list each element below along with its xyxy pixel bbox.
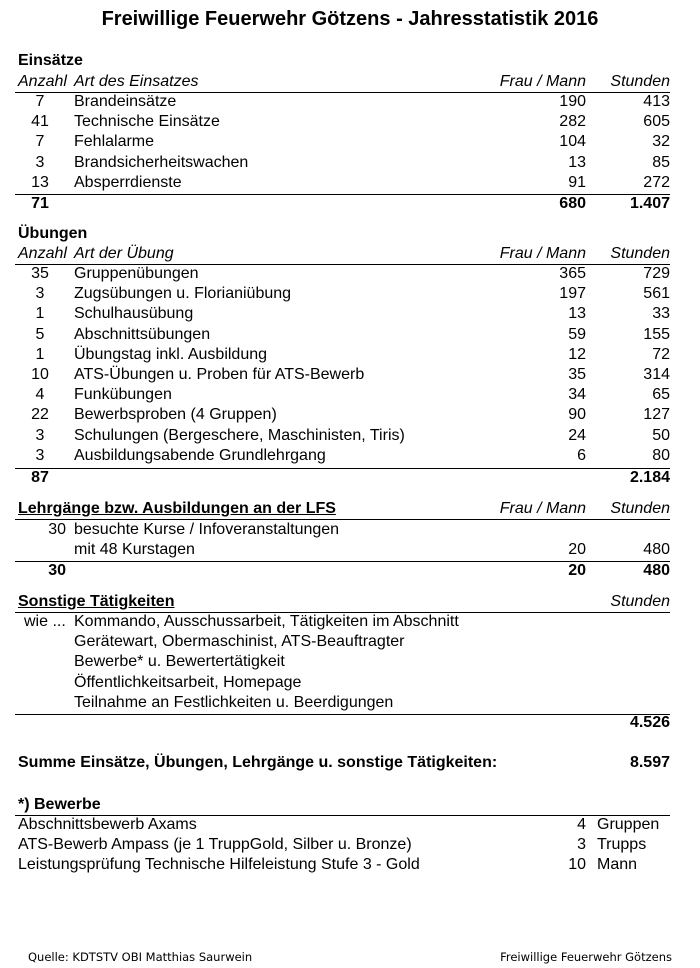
- uebung-stunden: 33: [652, 305, 670, 323]
- uebung-art: Funkübungen: [74, 386, 172, 404]
- header-stunden: Stunden: [610, 593, 670, 610]
- einsatz-art: Brandsicherheitswachen: [74, 153, 249, 171]
- einsatz-frau-mann: 282: [559, 113, 586, 131]
- section-heading-einsaetze: Einsätze: [18, 52, 83, 69]
- total-stunden: 4.526: [629, 714, 670, 731]
- bewerb-anzahl: 4: [577, 816, 586, 833]
- uebung-art: Schulhausübung: [74, 305, 194, 323]
- lehrgaenge-stunden: 480: [643, 541, 670, 558]
- uebung-art: Zugsübungen u. Florianiübung: [74, 285, 292, 303]
- header-stunden: Stunden: [610, 500, 670, 517]
- einsatz-frau-mann: 91: [568, 173, 586, 191]
- total-stunden: 480: [643, 562, 670, 579]
- uebung-frau-mann: 12: [568, 345, 586, 363]
- total-anzahl: 30: [48, 562, 66, 579]
- bewerb-anzahl: 10: [568, 856, 586, 874]
- uebung-stunden: 155: [643, 325, 670, 343]
- header-stunden: Stunden: [610, 73, 670, 90]
- uebung-frau-mann: 90: [568, 406, 586, 424]
- einsatz-art: Technische Einsätze: [74, 113, 220, 131]
- einsatz-stunden: 272: [643, 173, 670, 191]
- sonstige-line: Öffentlichkeitsarbeit, Homepage: [74, 673, 302, 691]
- uebung-frau-mann: 35: [568, 366, 586, 383]
- total-frau-mann: 680: [559, 195, 586, 212]
- uebung-frau-mann: 197: [559, 285, 586, 303]
- uebung-frau-mann: 365: [559, 265, 586, 282]
- uebung-frau-mann: 13: [568, 305, 586, 323]
- uebung-frau-mann: 59: [568, 325, 586, 343]
- bewerb-einheit: Trupps: [597, 836, 647, 854]
- einsatz-anzahl: 3: [35, 153, 45, 171]
- einsatz-stunden: 605: [643, 113, 670, 131]
- uebung-stunden: 72: [652, 345, 670, 363]
- header-anzahl: Anzahl: [18, 73, 67, 90]
- sonstige-line: Bewerbe* u. Bewertertätigkeit: [74, 653, 285, 671]
- summe-label: Summe Einsätze, Übungen, Lehrgänge u. sonstige Tätigkeiten:: [18, 754, 498, 771]
- header-frau-mann: Frau / Mann: [499, 500, 586, 517]
- section-heading-lehrgaenge: Lehrgänge bzw. Ausbildungen an der LFS: [18, 500, 336, 517]
- section-heading-sonstige: Sonstige Tätigkeiten: [18, 593, 175, 610]
- uebung-anzahl: 22: [31, 406, 49, 424]
- uebung-anzahl: 3: [35, 446, 45, 464]
- uebung-stunden: 561: [643, 285, 670, 303]
- uebung-anzahl: 3: [35, 285, 45, 303]
- uebung-anzahl: 3: [35, 426, 45, 444]
- total-stunden: 2.184: [629, 469, 670, 486]
- lehrgaenge-frau-mann: 20: [568, 541, 586, 558]
- einsatz-anzahl: 7: [35, 133, 45, 151]
- uebung-art: Abschnittsübungen: [74, 325, 211, 343]
- einsatz-frau-mann: 104: [559, 133, 586, 151]
- sonstige-line: Kommando, Ausschussarbeit, Tätigkeiten im Abschnitt: [74, 613, 459, 630]
- uebung-anzahl: 10: [31, 366, 49, 383]
- uebung-art: Gruppenübungen: [74, 265, 199, 282]
- header-art: Art der Übung: [74, 245, 174, 262]
- einsatz-frau-mann: 13: [568, 153, 586, 171]
- uebung-art: Bewerbsproben (4 Gruppen): [74, 406, 277, 424]
- page-title: Freiwillige Feuerwehr Götzens - Jahresstatistik 2016: [101, 8, 599, 30]
- bewerb-name: Abschnittsbewerb Axams: [18, 816, 197, 833]
- total-anzahl: 71: [31, 195, 49, 212]
- total-stunden: 1.407: [629, 195, 670, 212]
- bewerb-name: Leistungsprüfung Technische Hilfeleistung Stufe 3 - Gold: [18, 856, 420, 874]
- uebung-stunden: 65: [652, 386, 670, 404]
- uebung-anzahl: 1: [35, 345, 45, 363]
- total-frau-mann: 20: [568, 562, 586, 579]
- header-frau-mann: Frau / Mann: [499, 245, 586, 262]
- uebung-stunden: 127: [643, 406, 670, 424]
- einsatz-stunden: 85: [652, 153, 670, 171]
- sonstige-line: Teilnahme an Festlichkeiten u. Beerdigungen: [74, 693, 394, 711]
- uebung-stunden: 729: [643, 265, 670, 282]
- einsatz-anzahl: 7: [35, 93, 45, 110]
- uebung-anzahl: 1: [35, 305, 45, 323]
- uebung-anzahl: 5: [35, 325, 45, 343]
- bewerb-name: ATS-Bewerb Ampass (je 1 TruppGold, Silber u. Bronze): [18, 836, 412, 854]
- sonstige-line: Gerätewart, Obermaschinist, ATS-Beauftragter: [74, 633, 405, 651]
- uebung-art: Schulungen (Bergeschere, Maschinisten, Tiris): [74, 426, 405, 444]
- divider: [15, 519, 670, 520]
- uebung-anzahl: 4: [35, 386, 45, 404]
- lehrgaenge-line: mit 48 Kurstagen: [74, 541, 195, 558]
- uebung-art: Ausbildungsabende Grundlehrgang: [74, 446, 326, 464]
- summe-value: 8.597: [629, 754, 670, 771]
- einsatz-anzahl: 13: [31, 173, 49, 191]
- einsatz-art: Brandeinsätze: [74, 93, 177, 110]
- header-frau-mann: Frau / Mann: [499, 73, 586, 90]
- einsatz-art: Absperrdienste: [74, 173, 182, 191]
- uebung-stunden: 50: [652, 426, 670, 444]
- section-heading-bewerbe: *) Bewerbe: [18, 796, 101, 813]
- bewerb-einheit: Gruppen: [597, 816, 660, 833]
- uebung-art: ATS-Übungen u. Proben für ATS-Bewerb: [74, 366, 365, 383]
- einsatz-stunden: 413: [643, 93, 670, 110]
- einsatz-frau-mann: 190: [559, 93, 586, 110]
- einsatz-anzahl: 41: [31, 113, 49, 131]
- uebung-anzahl: 35: [31, 265, 49, 282]
- bewerb-einheit: Mann: [597, 856, 638, 874]
- uebung-frau-mann: 6: [577, 446, 586, 464]
- footer-organization: Freiwillige Feuerwehr Götzens: [500, 950, 672, 964]
- sonstige-prefix: wie ...: [24, 613, 66, 630]
- uebung-stunden: 314: [643, 366, 670, 383]
- uebung-frau-mann: 24: [568, 426, 586, 444]
- uebung-frau-mann: 34: [568, 386, 586, 404]
- footer-source: Quelle: KDTSTV OBI Matthias Saurwein: [28, 950, 253, 964]
- lehrgaenge-anzahl: 30: [48, 521, 66, 538]
- lehrgaenge-line: besuchte Kurse / Infoveranstaltungen: [74, 521, 340, 538]
- bewerb-anzahl: 3: [577, 836, 586, 854]
- einsatz-art: Fehlalarme: [74, 133, 155, 151]
- total-anzahl: 87: [31, 469, 49, 486]
- uebung-art: Übungstag inkl. Ausbildung: [74, 345, 268, 363]
- einsatz-stunden: 32: [652, 133, 670, 151]
- header-art: Art des Einsatzes: [74, 73, 199, 90]
- header-anzahl: Anzahl: [18, 245, 67, 262]
- uebung-stunden: 80: [652, 446, 670, 464]
- header-stunden: Stunden: [610, 245, 670, 262]
- section-heading-uebungen: Übungen: [18, 225, 88, 242]
